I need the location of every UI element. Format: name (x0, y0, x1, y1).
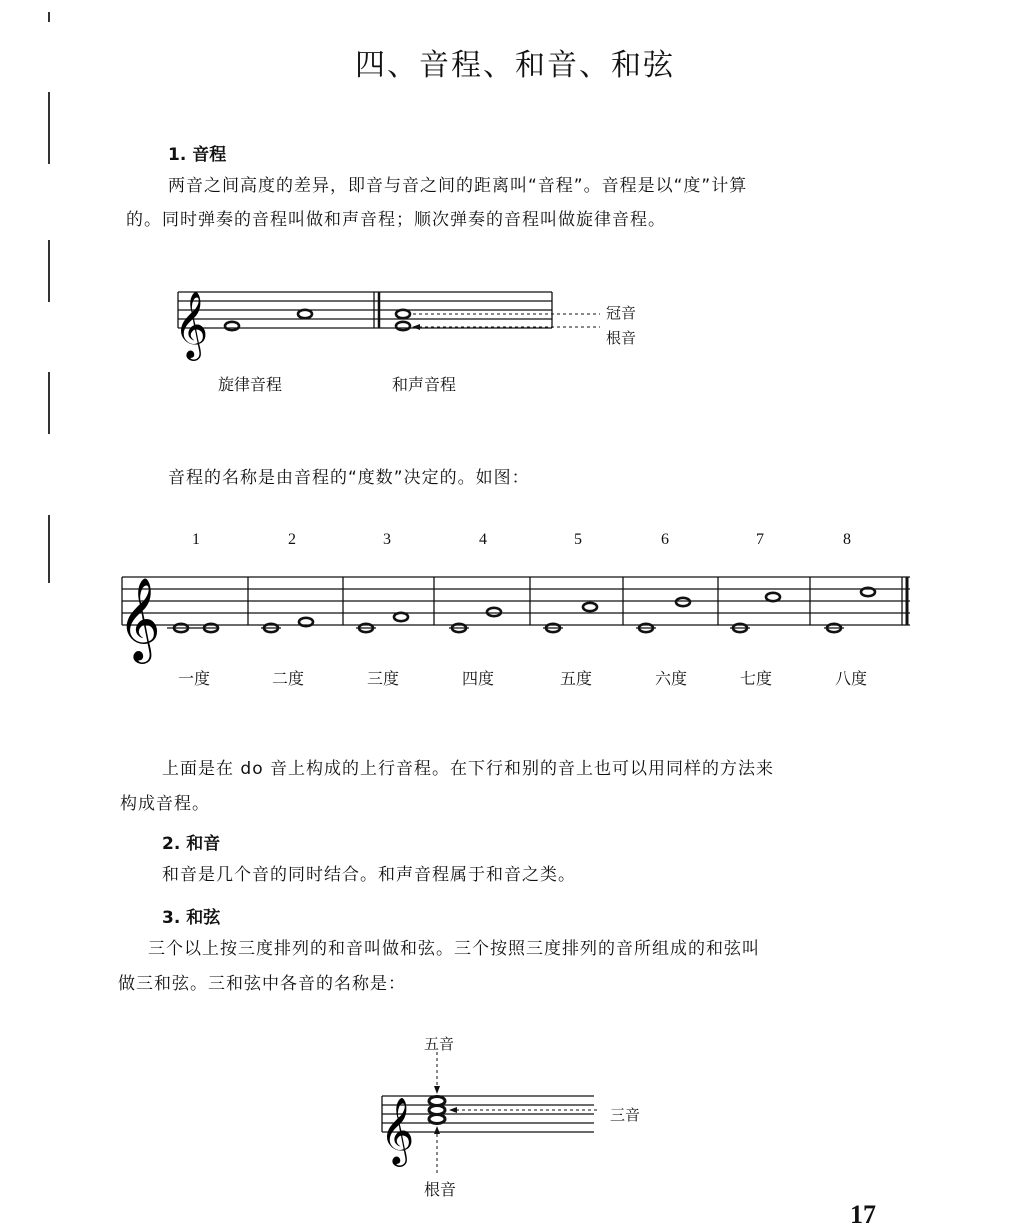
interval-number: 2 (288, 531, 296, 548)
section-heading-chord: 3. 和弦 (162, 908, 221, 928)
treble-clef-icon: 𝄞 (380, 1096, 415, 1164)
paragraph-line: 音程的名称是由音程的“度数”决定的。如图： (168, 468, 530, 488)
label-harmonic-interval: 和声音程 (392, 375, 457, 394)
paragraph-line: 和音是几个音的同时结合。和声音程属于和音之类。 (162, 865, 576, 885)
paragraph-line: 三个以上按三度排列的和音叫做和弦。三个按照三度排列的音所组成的和弦叫 (148, 939, 760, 959)
interval-name: 五度 (560, 669, 593, 688)
interval-name: 二度 (272, 669, 305, 688)
paragraph-line: 做三和弦。三和弦中各音的名称是： (118, 974, 406, 994)
page-number: 17 (850, 1200, 876, 1229)
interval-number: 6 (661, 531, 669, 548)
interval-number: 5 (574, 531, 582, 548)
label-root-note: 根音 (606, 329, 637, 347)
paragraph-line: 两音之间高度的差异，即音与音之间的距离叫“音程”。音程是以“度”计算 (168, 176, 748, 196)
whole-note (429, 1115, 445, 1124)
interval-number: 3 (383, 531, 391, 548)
interval-number: 1 (192, 531, 200, 548)
section-heading-interval: 1. 音程 (168, 145, 227, 165)
label-melodic-interval: 旋律音程 (218, 375, 283, 394)
interval-name: 八度 (835, 669, 868, 688)
section-heading-chord-tones: 2. 和音 (162, 834, 221, 854)
interval-name: 三度 (367, 669, 400, 688)
paragraph-line: 上面是在 do 音上构成的上行音程。在下行和别的音上也可以用同样的方法来 (162, 759, 774, 779)
label-root: 根音 (424, 1180, 457, 1199)
label-third: 三音 (610, 1106, 641, 1124)
page-title: 四、音程、和音、和弦 (355, 48, 675, 83)
interval-name: 一度 (178, 669, 211, 688)
interval-number: 7 (756, 531, 764, 548)
interval-name: 四度 (462, 669, 495, 688)
interval-number: 4 (479, 531, 487, 548)
interval-name: 六度 (655, 669, 688, 688)
interval-name: 七度 (740, 669, 773, 688)
treble-clef-icon: 𝄞 (118, 576, 161, 660)
label-upper-note: 冠音 (606, 304, 637, 322)
paragraph-line: 的。同时弹奏的音程叫做和声音程；顺次弹奏的音程叫做旋律音程。 (126, 210, 666, 230)
paragraph-line: 构成音程。 (120, 794, 210, 814)
treble-clef-icon: 𝄞 (174, 290, 209, 358)
interval-number: 8 (843, 531, 851, 548)
label-fifth: 五音 (424, 1035, 455, 1053)
